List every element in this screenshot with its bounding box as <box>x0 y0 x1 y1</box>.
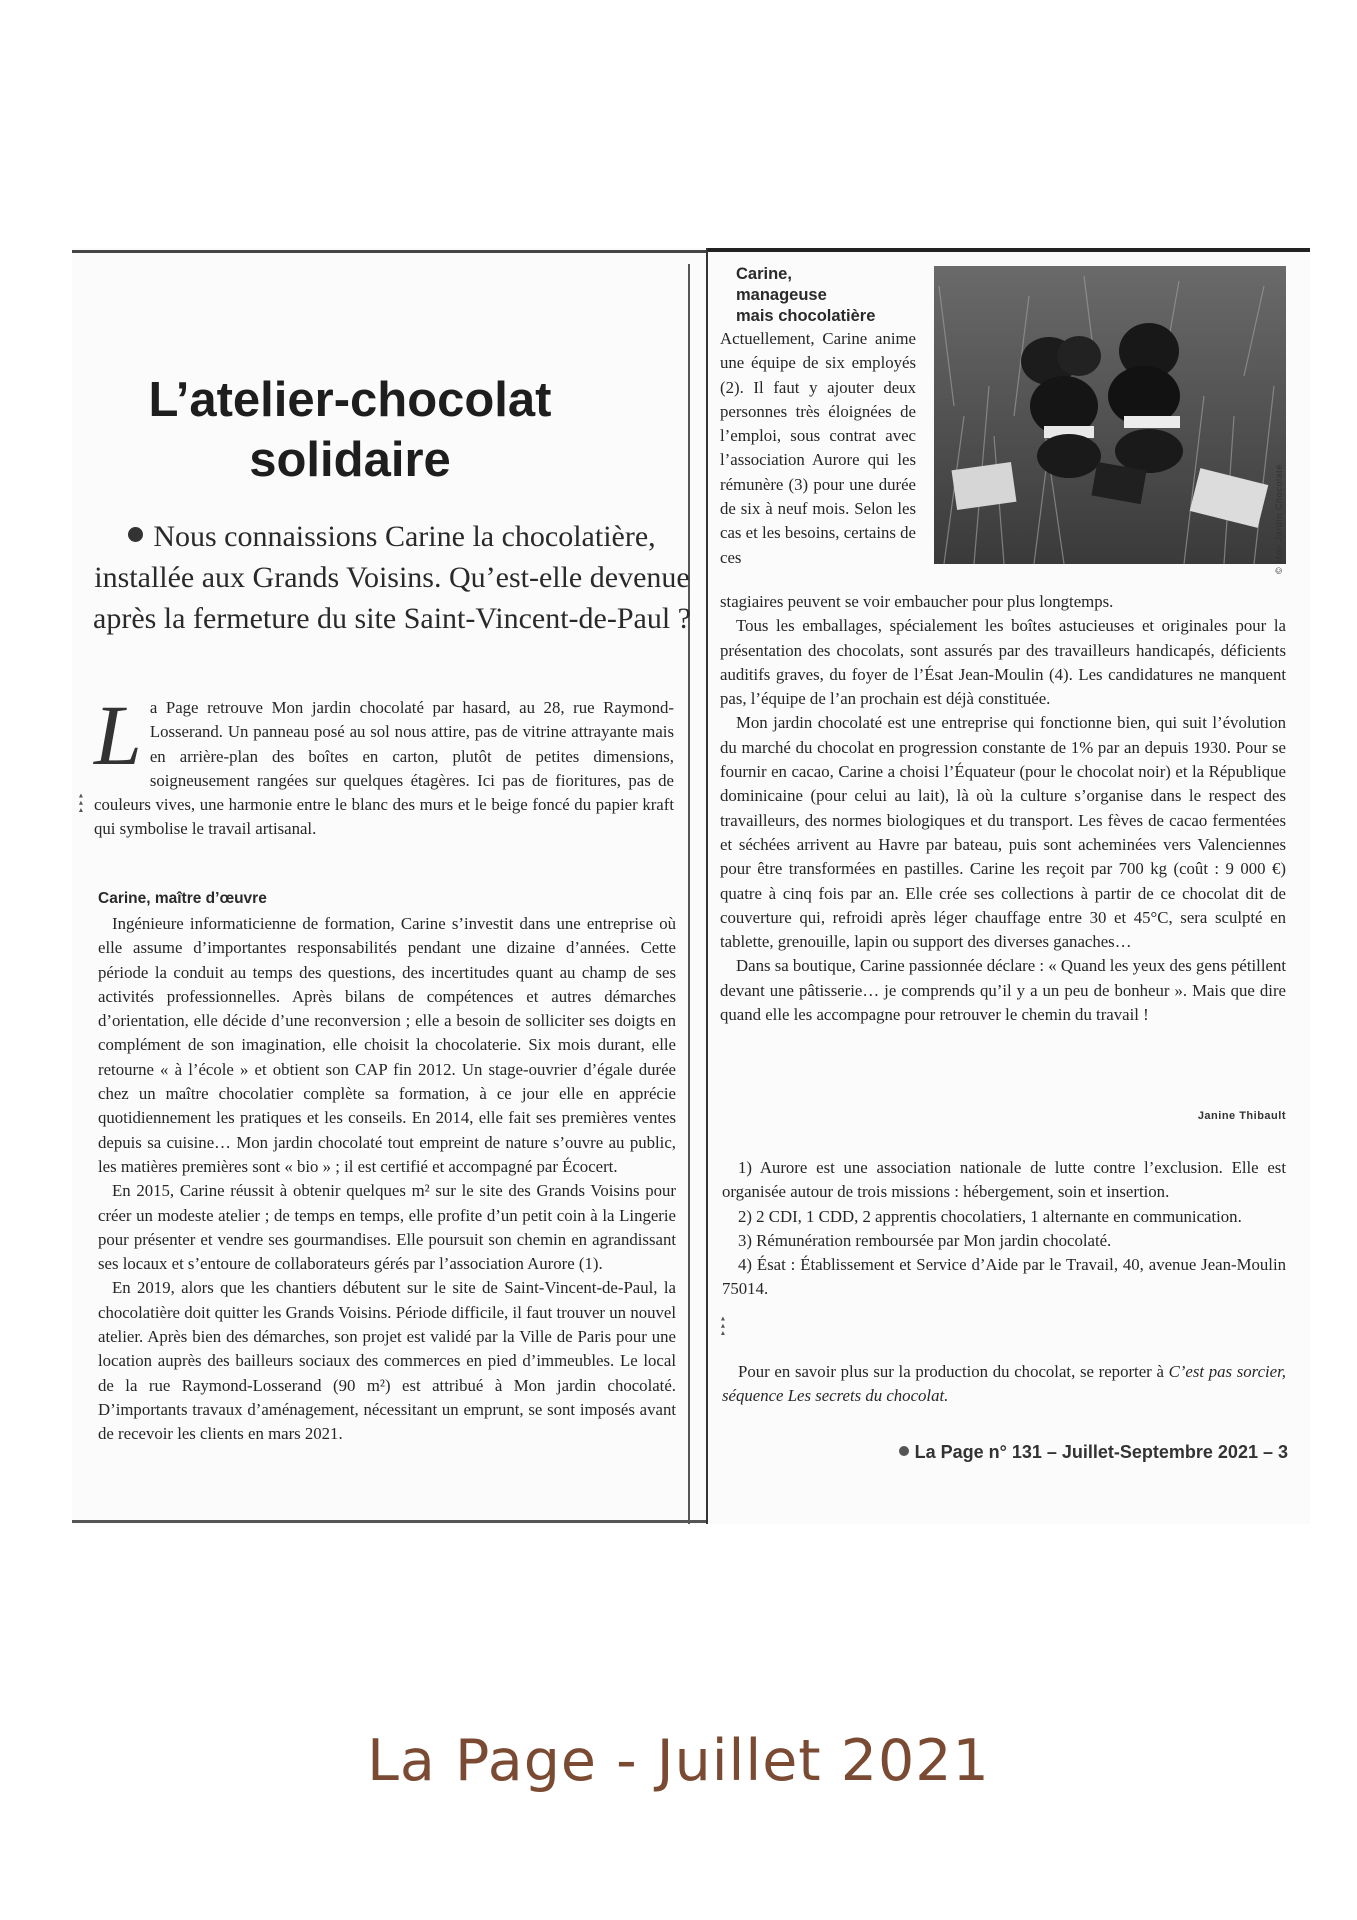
page-footer <box>840 1442 1288 1463</box>
chocolate-photo-image <box>934 266 1286 564</box>
drop-cap: L <box>94 687 142 783</box>
title-line-2: solidaire <box>249 433 451 487</box>
intro-text: Nous connaissions Carine la chocolatière, installée aux Grands Voisins. Qu’est-elle devenue après la fermeture du site Saint-Vincent-de-Paul ? <box>93 520 691 635</box>
footnote-1: 1) Aurore est une association nationale de lutte contre l’exclusion. Elle est organisée autour de trois missions : hébergement, soin et insertion. <box>722 1158 1286 1202</box>
section1-heading: Carine, maître d’œuvre <box>98 890 267 907</box>
bottom-rule-left <box>72 1520 708 1523</box>
top-rule-left <box>72 250 708 253</box>
article-title <box>100 370 600 490</box>
section-maitre-oeuvre <box>98 888 676 1447</box>
section1-paragraph-3: En 2019, alors que les chantiers débutent sur le site de Saint-Vincent-de-Paul, la chocolatière doit quitter les Grands Voisins. Période difficile, il faut trouver un nouvel atelier. Après bien des démarches, son projet est validé par la Ville de Paris pour une location auprès des bailleurs sociaux des commerces en pied d’immeubles. Le local de la rue Raymond-Losserand (90 m²) est attribué à Mon jardin chocolaté. D’importants travaux d’aménagement, nécessitant un emprunt, se sont imposés avant de recevoir les clients en mars 2021. <box>98 1278 676 1444</box>
column-divider-left <box>688 264 690 1524</box>
section2-narrow-paragraph: Actuellement, Carine anime une équipe de six employés (2). Il faut y ajouter deux personnes très éloignées de l’emploi, sous contrat avec l’association Aurore qui les rémunère (3) pour une durée de six à neuf mois. Selon les cas et les besoins, certains de ces <box>720 329 916 567</box>
column-divider <box>706 248 708 1524</box>
page-caption: La Page - Juillet 2021 <box>367 1728 990 1794</box>
title-line-1: L’atelier-chocolat <box>148 373 552 427</box>
side-credit-right: ▸ ▸ ▸ <box>718 1316 727 1335</box>
photo-credit: © Mon Jardin Chocolaté <box>1274 464 1284 574</box>
bullet-icon <box>128 527 143 542</box>
footnote-4: 4) Ésat : Établissement et Service d’Aide par le Travail, 40, avenue Jean-Moulin 75014. <box>722 1255 1286 1299</box>
section2-heading <box>736 264 936 327</box>
section2-heading-line-1: Carine, <box>736 265 792 283</box>
section2-paragraph-3: Mon jardin chocolaté est une entreprise qui fonctionne bien, qui suit l’évolution du marché du chocolat en progression constante de 1% par an depuis 1930. Pour se fournir en cacao, Carine a choisi l’Équateur (pour le chocolat noir) et la République dominicaine (pour celui au lait), là où la culture s’organise dans le respect des travailleurs, des normes biologiques et du transport. Les fèves de cacao fermentées et séchées arrivent au Havre par bateau, puis sont acheminées vers Valenciennes pour être transformées en pastilles. Carine les reçoit par 700 kg (coût : 9 000 €) quatre à cinq fois par an. Elle crée ses collections à partir de ce chocolat dit de couverture qui, refroidi après léger chauffage entre 30 et 45°C, sera sculpté en tablette, grenouille, lapin ou support des diverses ganaches… <box>720 713 1286 952</box>
author-signature: Janine Thibault <box>1197 1110 1286 1122</box>
further-reading-title: C’est pas sorcier, séquence Les secrets du chocolat. <box>722 1362 1286 1406</box>
further-reading <box>722 1360 1286 1409</box>
section1-paragraph-1: Ingénieure informaticienne de formation, Carine s’investit dans une entreprise où elle assume d’importantes responsabilités pendant une dizaine d’années. Cette période la conduit au temps des questions, des incertitudes quant au champ de ses activités professionnelles. Après bilans de compétences et autres démarches d’orientation, elle décide d’une reconversion ; elle a besoin de solliciter ses doigts en complément de son imagination, elle choisit la chocolaterie. Six mois durant, elle retourne « à l’école » et obtient son CAP fin 2012. Un stage-ouvrier d’égale durée chez un maître chocolatier complète sa formation, à ce jour elle en apprécie quotidiennement les pratiques et les conseils. En 2014, elle fait ses premières ventes depuis sa cuisine… Mon jardin chocolaté tout empreint de nature s’ouvre au public, les matières premières sont « bio » ; il est certifié et accompagné par Écocert. <box>98 914 676 1176</box>
section2-heading-line-3: mais chocolatière <box>736 307 876 325</box>
section2-paragraph-4: Dans sa boutique, Carine passionnée déclare : « Quand les yeux des gens pétillent devant une pâtisserie… je comprends qu’il y a un peu de bonheur ». Mais que dire quand elle les accompagne pour retrouver le chemin du travail ! <box>720 956 1286 1025</box>
section2-paragraph-2: Tous les emballages, spécialement les boîtes astucieuses et originales pour la présentation des chocolats, sont assurés par des travailleurs handicapés, déficients auditifs graves, du foyer de l’Ésat Jean-Moulin (4). Les candidatures ne manquent pas, l’équipe de l’an prochain est déjà constituée. <box>720 616 1286 709</box>
footnote-2: 2) 2 CDI, 1 CDD, 2 apprentis chocolatiers, 1 alternante en communication. <box>738 1206 1242 1226</box>
footnotes <box>722 1156 1286 1302</box>
section2-narrow-text <box>720 327 916 570</box>
footnote-3: 3) Rémunération remboursée par Mon jardin chocolaté. <box>738 1230 1112 1250</box>
side-credit-left: ▸ ▸ ▸ <box>76 793 85 812</box>
section1-paragraph-2: En 2015, Carine réussit à obtenir quelques m² sur le site des Grands Voisins pour créer un modeste atelier ; de temps en temps, elle profite d’un petit coin à la Lingerie pour présenter et vendre ses gourmandises. Elle poursuit son chemin en agrandissant ses locaux et s’entoure de collaborateurs gérés par l’association Aurore (1). <box>98 1181 676 1274</box>
section2-paragraph-1-rest: stagiaires peuvent se voir embaucher pour plus longtemps. <box>720 592 1114 611</box>
lead-text: a Page retrouve Mon jardin chocolaté par hasard, au 28, rue Raymond-Losserand. Un panneau posé au sol nous attire, pas de vitrine attrayante mais en arrière-plan des boîtes en carton, plutôt de petites dimensions, soigneusement rangées sur quelques étagères. Ici pas de fioritures, pas de couleurs vives, une harmonie entre le blanc des murs et le beige foncé du papier kraft qui symbolise le travail artisanal. <box>94 698 674 839</box>
chocolate-photo <box>934 266 1286 564</box>
article-intro <box>92 516 692 639</box>
section2-full-text <box>720 590 1286 1027</box>
section2-heading-line-2: manageuse <box>736 286 827 304</box>
page-footer-text: La Page n° 131 – Juillet-Septembre 2021 – 3 <box>914 1442 1288 1462</box>
further-reading-text: Pour en savoir plus sur la production du chocolat, se reporter à <box>738 1362 1169 1381</box>
top-rule-right <box>706 248 1310 252</box>
lead-paragraph <box>94 687 674 842</box>
bullet-icon <box>899 1446 909 1456</box>
